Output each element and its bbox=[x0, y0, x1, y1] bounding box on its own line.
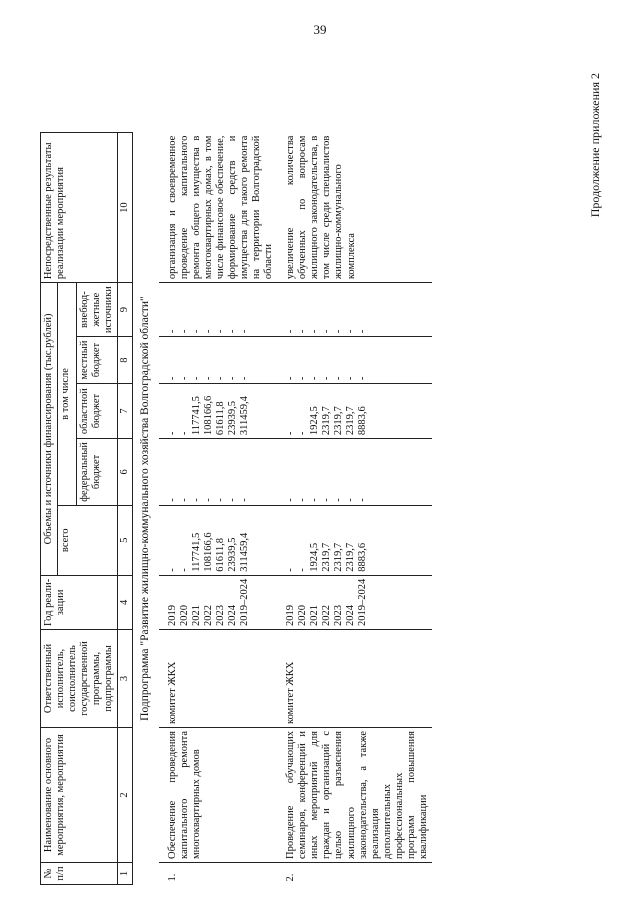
local-cell: - bbox=[333, 376, 345, 381]
regional-cell: - bbox=[166, 431, 178, 436]
year-cell: 2024 bbox=[345, 605, 357, 626]
regional-cell: 2319,7 bbox=[333, 406, 345, 436]
federal-cell: - bbox=[285, 498, 297, 502]
regional-cell: 108166,6 bbox=[202, 395, 214, 436]
regional-cell: 23939,5 bbox=[226, 400, 238, 436]
local-cell: - bbox=[202, 376, 214, 381]
regional-cell: 2319,7 bbox=[345, 406, 357, 436]
regional-cell: - bbox=[178, 431, 190, 436]
total-cell: 2319,7 bbox=[321, 542, 333, 572]
offbudget-cell: - bbox=[345, 329, 357, 334]
total-cell: 1924,5 bbox=[309, 542, 321, 572]
total-cell: 108166,6 bbox=[202, 532, 214, 572]
year-cell: 2020 bbox=[297, 605, 309, 626]
year-cell: 2019 bbox=[166, 605, 178, 626]
year-cell: 2024 bbox=[226, 605, 238, 626]
local-cell: - bbox=[321, 376, 333, 381]
offbudget-cell: - bbox=[166, 329, 178, 334]
year-cell: 2019–2024 bbox=[238, 578, 250, 626]
header-regional: областной бюджет bbox=[77, 384, 118, 439]
offbudget-cell: - bbox=[190, 329, 202, 334]
regional-cell: 2319,7 bbox=[321, 406, 333, 436]
federal-cell: - bbox=[214, 498, 226, 502]
row-result: организация и своевременное проведение капитального ремонта общего имущества в многоквартирных домах, в том числе финансовое обеспечение, формирование средств и имущества для такого ремонта на территории Волгоградской области bbox=[159, 133, 278, 283]
col-num-1: 1 bbox=[118, 863, 133, 885]
regional-cell: - bbox=[297, 431, 309, 436]
regional-cell: 117741,5 bbox=[190, 396, 202, 436]
col-num-9: 9 bbox=[118, 283, 133, 337]
federal-cell: - bbox=[333, 498, 345, 502]
row-name: Проведение обучающих семинаров, конференций и иных мероприятий для граждан и организаций с целью разъяснения жилищного законодательства, а также реализация дополнительных профессиональных программ повышения квалификации bbox=[277, 728, 432, 863]
subprogram-title: Подпрограмма "Развитие жилищно-коммунального хозяйства Волгоградской области" bbox=[139, 296, 152, 721]
local-cell: - bbox=[345, 376, 357, 381]
year-cell: 2022 bbox=[321, 605, 333, 626]
row-total bbox=[159, 505, 278, 575]
regional-cell: 1924,5 bbox=[309, 406, 321, 436]
row-federal bbox=[159, 439, 278, 506]
total-cell: 23939,5 bbox=[226, 537, 238, 572]
rotated-table-page bbox=[20, 65, 620, 885]
header-incl: в том числе bbox=[58, 283, 77, 506]
header-federal: федеральный бюджет bbox=[77, 439, 118, 506]
local-cell: - bbox=[178, 376, 190, 381]
total-cell: 2319,7 bbox=[333, 542, 345, 572]
offbudget-cell: - bbox=[297, 329, 309, 334]
federal-cell: - bbox=[357, 498, 369, 502]
col-num-8: 8 bbox=[118, 337, 133, 384]
row-regional bbox=[159, 384, 278, 439]
offbudget-cell: - bbox=[333, 329, 345, 334]
federal-cell: - bbox=[202, 498, 214, 502]
appendix-label: Продолжение приложения 2 bbox=[588, 73, 602, 218]
row-local bbox=[159, 337, 278, 384]
offbudget-cell: - bbox=[285, 329, 297, 334]
row-offbudget bbox=[159, 283, 278, 337]
row-regional bbox=[277, 384, 432, 439]
row-offbudget bbox=[277, 283, 432, 337]
year-cell: 2019 bbox=[285, 605, 297, 626]
row-name: Обеспечение проведения капитального ремонта многоквартирных домов bbox=[159, 728, 278, 863]
col-num-3: 3 bbox=[118, 630, 133, 728]
program-table bbox=[40, 132, 432, 885]
federal-cell: - bbox=[345, 498, 357, 502]
row-responsible: комитет ЖКХ bbox=[159, 630, 278, 728]
page-number: 39 bbox=[313, 22, 327, 37]
local-cell: - bbox=[285, 376, 297, 381]
local-cell: - bbox=[214, 376, 226, 381]
local-cell: - bbox=[226, 376, 238, 381]
offbudget-cell: - bbox=[214, 329, 226, 334]
local-cell: - bbox=[190, 376, 202, 381]
header-funding: Объемы и источники финансирования (тыс.рублей) bbox=[41, 283, 58, 576]
offbudget-cell: - bbox=[178, 329, 190, 334]
local-cell: - bbox=[238, 376, 250, 381]
header-total: всего bbox=[58, 505, 118, 575]
offbudget-cell: - bbox=[309, 329, 321, 334]
federal-cell: - bbox=[297, 498, 309, 502]
col-num-4: 4 bbox=[118, 575, 133, 629]
col-num-2: 2 bbox=[118, 728, 133, 863]
table-row bbox=[277, 133, 432, 885]
col-num-5: 5 bbox=[118, 505, 133, 575]
row-num: 1. bbox=[159, 863, 278, 885]
header-year: Год реали-зации bbox=[41, 575, 118, 629]
regional-cell: 311459,4 bbox=[238, 396, 250, 436]
col-num-7: 7 bbox=[118, 384, 133, 439]
header-responsible: Ответственный исполнитель, соисполнитель государственной программы, подпрограммы bbox=[41, 630, 118, 728]
total-cell: - bbox=[166, 568, 178, 572]
federal-cell: - bbox=[190, 498, 202, 502]
header-results: Непосредственные результаты реализации мероприятия bbox=[41, 133, 118, 283]
year-cell: 2021 bbox=[309, 605, 321, 626]
header-offbudget: внебюд-жетные источники bbox=[77, 283, 118, 337]
table-row bbox=[159, 133, 278, 885]
total-cell: - bbox=[297, 568, 309, 572]
offbudget-cell: - bbox=[357, 329, 369, 334]
col-num-10: 10 bbox=[118, 133, 133, 283]
year-cell: 2020 bbox=[178, 605, 190, 626]
federal-cell: - bbox=[178, 498, 190, 502]
offbudget-cell: - bbox=[238, 329, 250, 334]
total-cell: 311459,4 bbox=[238, 532, 250, 572]
header-num: № п/п bbox=[41, 863, 118, 885]
total-cell: 8883,6 bbox=[357, 542, 369, 572]
offbudget-cell: - bbox=[226, 329, 238, 334]
local-cell: - bbox=[357, 376, 369, 381]
column-number-row bbox=[118, 133, 133, 885]
row-num: 2. bbox=[277, 863, 432, 885]
local-cell: - bbox=[297, 376, 309, 381]
total-cell: 61611,8 bbox=[214, 538, 226, 572]
total-cell: 117741,5 bbox=[190, 532, 202, 572]
federal-cell: - bbox=[226, 498, 238, 502]
local-cell: - bbox=[166, 376, 178, 381]
header-name: Наименование основного мероприятия, мероприятия bbox=[41, 728, 118, 863]
year-cell: 2019–2024 bbox=[357, 578, 369, 626]
row-years bbox=[159, 575, 278, 629]
local-cell: - bbox=[309, 376, 321, 381]
regional-cell: 8883,6 bbox=[357, 406, 369, 436]
total-cell: - bbox=[285, 568, 297, 572]
row-result: увеличение количества обученных по вопросам жилищного законодательства, в том числе среди специалистов жилищно-коммунального комплекса bbox=[277, 133, 432, 283]
federal-cell: - bbox=[166, 498, 178, 502]
header-local: местный бюджет bbox=[77, 337, 118, 384]
row-total bbox=[277, 505, 432, 575]
federal-cell: - bbox=[321, 498, 333, 502]
offbudget-cell: - bbox=[202, 329, 214, 334]
year-cell: 2021 bbox=[190, 605, 202, 626]
year-cell: 2023 bbox=[214, 605, 226, 626]
federal-cell: - bbox=[238, 498, 250, 502]
total-cell: 2319,7 bbox=[345, 542, 357, 572]
row-responsible: комитет ЖКХ bbox=[277, 630, 432, 728]
row-years bbox=[277, 575, 432, 629]
total-cell: - bbox=[178, 568, 190, 572]
offbudget-cell: - bbox=[321, 329, 333, 334]
row-federal bbox=[277, 439, 432, 506]
row-local bbox=[277, 337, 432, 384]
year-cell: 2022 bbox=[202, 605, 214, 626]
regional-cell: - bbox=[285, 431, 297, 436]
year-cell: 2023 bbox=[333, 605, 345, 626]
col-num-6: 6 bbox=[118, 439, 133, 506]
federal-cell: - bbox=[309, 498, 321, 502]
regional-cell: 61611,8 bbox=[214, 401, 226, 436]
